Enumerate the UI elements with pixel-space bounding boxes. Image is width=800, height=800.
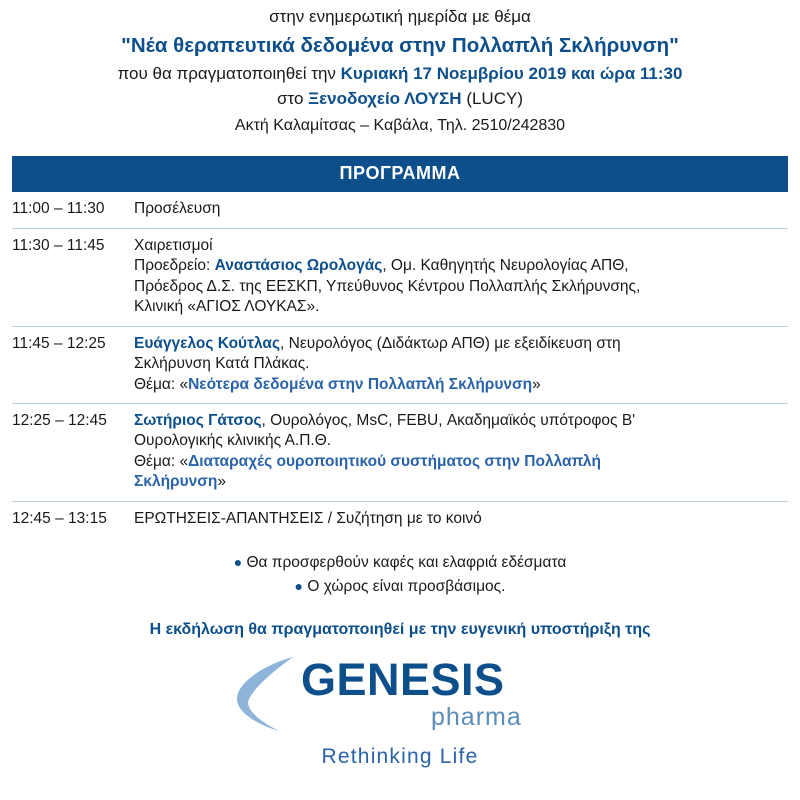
event-venue-name: Ξενοδοχείο ΛΟΥΣΗ [308, 89, 462, 109]
theme-label: Θέμα: « [134, 375, 189, 393]
text-plain: » [217, 473, 226, 491]
speaker-name: Αναστάσιος Ωρολογάς [214, 257, 383, 275]
swoosh-icon [235, 655, 305, 733]
program-banner: ΠΡΟΓΡΑΜΜΑ [12, 156, 788, 192]
event-header [12, 0, 788, 136]
schedule-line [134, 411, 788, 431]
sponsor-intro: Η εκδήλωση θα πραγματοποιηθεί με την ευγενική υποστήριξη της [149, 621, 651, 639]
table-row [12, 228, 788, 326]
schedule-line [134, 375, 788, 395]
list-item [12, 551, 788, 575]
text-plain: Προσέλευση [134, 200, 221, 218]
schedule-body [12, 192, 788, 537]
note-text: Θα προσφερθούν καφές και ελαφριά εδέσματα [246, 554, 567, 572]
schedule-time: 11:00 – 11:30 [12, 200, 105, 218]
schedule-line [134, 354, 788, 374]
schedule-time: 11:45 – 12:25 [12, 334, 106, 352]
text-plain: Προεδρείο: [134, 257, 215, 275]
event-datetime: Κυριακή 17 Νοεμβρίου 2019 και ώρα 11:30 [340, 63, 683, 83]
text-plain: Χαιρετισμοί [134, 236, 213, 254]
schedule-description [134, 501, 788, 537]
header-intro-line: στην ενημερωτική ημερίδα με θέμα [269, 7, 531, 26]
text-plain: , Νευρολόγος (Διδάκτωρ ΑΠΘ) με εξειδίκευση στη [280, 334, 621, 352]
logo-wordmark: GENESIS [301, 654, 505, 706]
schedule-description [134, 228, 788, 326]
schedule-line [134, 472, 788, 492]
schedule-time: 11:30 – 11:45 [12, 236, 105, 254]
theme-title: Νεότερα δεδομένα στην Πολλαπλή Σκλήρυνση [188, 375, 533, 393]
schedule-line [134, 297, 788, 317]
logo-tagline: Rethinking Life [321, 745, 479, 769]
event-venue-prefix: στο [277, 89, 309, 109]
schedule-line [134, 199, 788, 219]
schedule-description [134, 326, 788, 403]
speaker-name: Σωτήριος Γάτσος [134, 411, 262, 429]
sponsor-logo-wrap [12, 653, 788, 768]
table-row [12, 403, 788, 501]
schedule-description [134, 403, 788, 501]
event-venue-alt: (LUCY) [461, 89, 523, 109]
text-plain: Ουρολογικής κλινικής Α.Π.Θ. [134, 432, 332, 450]
text-plain: , Ομ. Καθηγητής Νευρολογίας ΑΠΘ, [382, 257, 629, 275]
schedule-line [134, 431, 788, 451]
table-row [12, 192, 788, 228]
schedule-line [134, 256, 788, 276]
table-row [12, 501, 788, 537]
event-title: "Νέα θεραπευτικά δεδομένα στην Πολλαπλή Σκλήρυνση" [121, 33, 679, 57]
event-venue-line [12, 88, 788, 111]
schedule-line [134, 452, 788, 472]
theme-title-continued: Σκλήρυνση [134, 473, 218, 491]
schedule-line [134, 334, 788, 354]
event-notes [12, 551, 788, 599]
theme-label: Θέμα: « [134, 452, 189, 470]
event-address: Ακτή Καλαμίτσας – Καβάλα, Τηλ. 2510/242830 [234, 117, 566, 135]
schedule-time: 12:45 – 13:15 [12, 509, 107, 527]
text-plain: » [532, 375, 541, 393]
schedule-line [134, 509, 788, 529]
list-item [12, 575, 788, 599]
genesis-pharma-logo [235, 653, 565, 768]
schedule-time: 12:25 – 12:45 [12, 411, 107, 429]
theme-title: Διαταραχές ουροποιητικού συστήματος στην Πολλαπλή [188, 452, 601, 470]
speaker-name: Ευάγγελος Κούτλας [134, 334, 281, 352]
program-schedule-table [12, 192, 788, 537]
logo-subword: pharma [431, 703, 522, 732]
text-plain: Πρόεδρος Δ.Σ. της ΕΕΣΚΠ, Υπεύθυνος Κέντρου Πολλαπλής Σκλήρυνσης, [134, 277, 641, 295]
text-plain: ΕΡΩΤΗΣΕΙΣ-ΑΠΑΝΤΗΣΕΙΣ / Συζήτηση με το κοινό [134, 509, 482, 527]
text-plain: Σκλήρυνση Κατά Πλάκας. [134, 355, 310, 373]
bullet-icon: ● [294, 578, 304, 595]
schedule-line [134, 277, 788, 297]
schedule-description [134, 192, 788, 228]
event-datetime-line [12, 63, 788, 86]
table-row [12, 326, 788, 403]
event-datetime-prefix: που θα πραγματοποιηθεί την [117, 63, 341, 83]
text-plain: Κλινική «ΑΓΙΟΣ ΛΟΥΚΑΣ». [134, 298, 320, 316]
schedule-line [134, 236, 788, 256]
note-text: Ο χώρος είναι προσβάσιμος. [307, 578, 506, 596]
text-plain: , Ουρολόγος, MsC, FEBU, Ακαδημαϊκός υπότροφος Β' [261, 411, 636, 429]
bullet-icon: ● [233, 554, 243, 571]
